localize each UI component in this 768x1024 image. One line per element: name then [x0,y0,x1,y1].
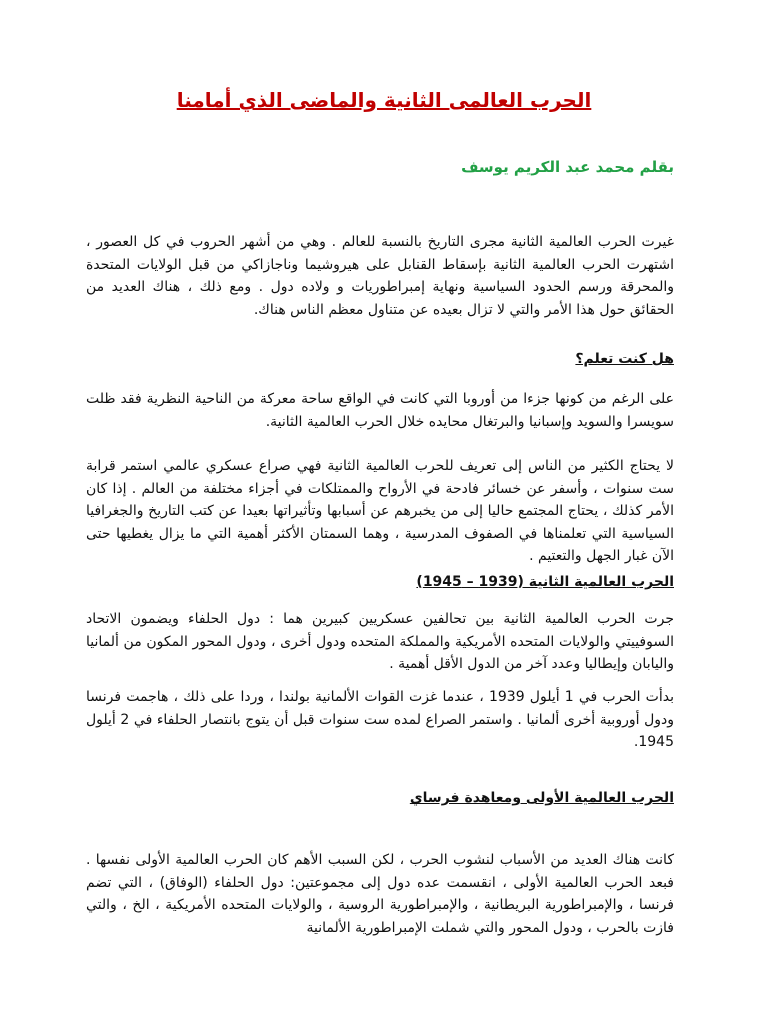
heading-did-you-know: هل كنت تعلم؟ [575,351,674,367]
paragraph-causes: كانت هناك العديد من الأسباب لنشوب الحرب ، لكن السبب الأهم كان الحرب العالمية الأولى نفسها . فبعد الحرب العالمية الأولى ، انقسمت عده دول إلى مجموعتين: دول الحلفاء (الوفاق) ، التي تضم فرنسا ، والإمبراطورية البريطانية ، والإمبراطورية الروسية ، والولايات المتحده الأمريكية ، الخ ، والتي فازت بالحرب ، ودول المحور والتي شملت الإمبراطورية الألمانية [86,852,674,936]
heading-ww2-dates: الحرب العالمية الثانية (1939 – 1945) [416,574,674,590]
paragraph-war-start: بدأت الحرب في 1 أيلول 1939 ، عندما غزت القوات الألمانية بولندا ، وردا على ذلك ، هاجمت فرنسا ودول أوروبية أخرى ألمانيا . واستمر الصراع لمده ست سنوات قبل أن يتوج بانتصار الحلفاء في 2 أيلول 1945. [86,689,674,750]
paragraph-alliances: جرت الحرب العالمية الثانية بين تحالفين عسكريين كبيرين هما : دول الحلفاء ويضمون الاتحاد السوفييتي والولايات المتحده الأمريكية والمملكة المتحده ودول أخرى ، ودول المحور المكون من ألمانيا واليابان وإيطاليا وعدد آخر من الدول الأقل أهمية . [86,611,674,672]
heading-ww1-versailles: الحرب العالمية الأولى ومعاهدة فرساي [409,790,674,806]
paragraph-neutral-countries: على الرغم من كونها جزءا من أوروبا التي كانت في الواقع ساحة معركة من الناحية النظرية فقد ظلت سويسرا والسويد وإسبانيا والبرتغال محايده خلال الحرب العالمية الثانية. [86,391,674,430]
author-byline: بقلم محمد عبد الكريم يوسف [461,158,674,176]
document-title: الحرب العالمى الثانية والماضى الذي أمامنا [176,88,592,112]
paragraph-intro: غيرت الحرب العالمية الثانية مجرى التاريخ بالنسبة للعالم . وهي من أشهر الحروب في كل العصور ، اشتهرت الحرب العالمية الثانية بإسقاط القنابل على هيروشيما وناجازاكي من قبل الولايات المتحدة والمحرقة ورسم الحدود السياسية ونهاية إمبراطوريات و ولاده دول . ومع ذلك ، هناك العديد من الحقائق حول هذا الأمر والتي لا تزال بعيده عن متناول معظم الناس هناك. [86,234,674,318]
paragraph-definition: لا يحتاج الكثير من الناس إلى تعريف للحرب العالمية الثانية فهي صراع عسكري عالمي استمر قرابة ست سنوات ، وأسفر عن خسائر فادحة في الأرواح والممتلكات في أجزاء مختلفة من العالم . إذا كان الأمر كذلك ، يحتاج المجتمع حاليا إلى من يخبرهم عن أسبابها وتأثيراتها بعيدا عن كتب التاريخ والجغرافيا السياسية التي تعلمناها في الصفوف المدرسية ، وهما السمتان الأكثر أهمية التي ما يزال يغطيها حتى الآن غبار الجهل والتعتيم . [86,458,674,564]
